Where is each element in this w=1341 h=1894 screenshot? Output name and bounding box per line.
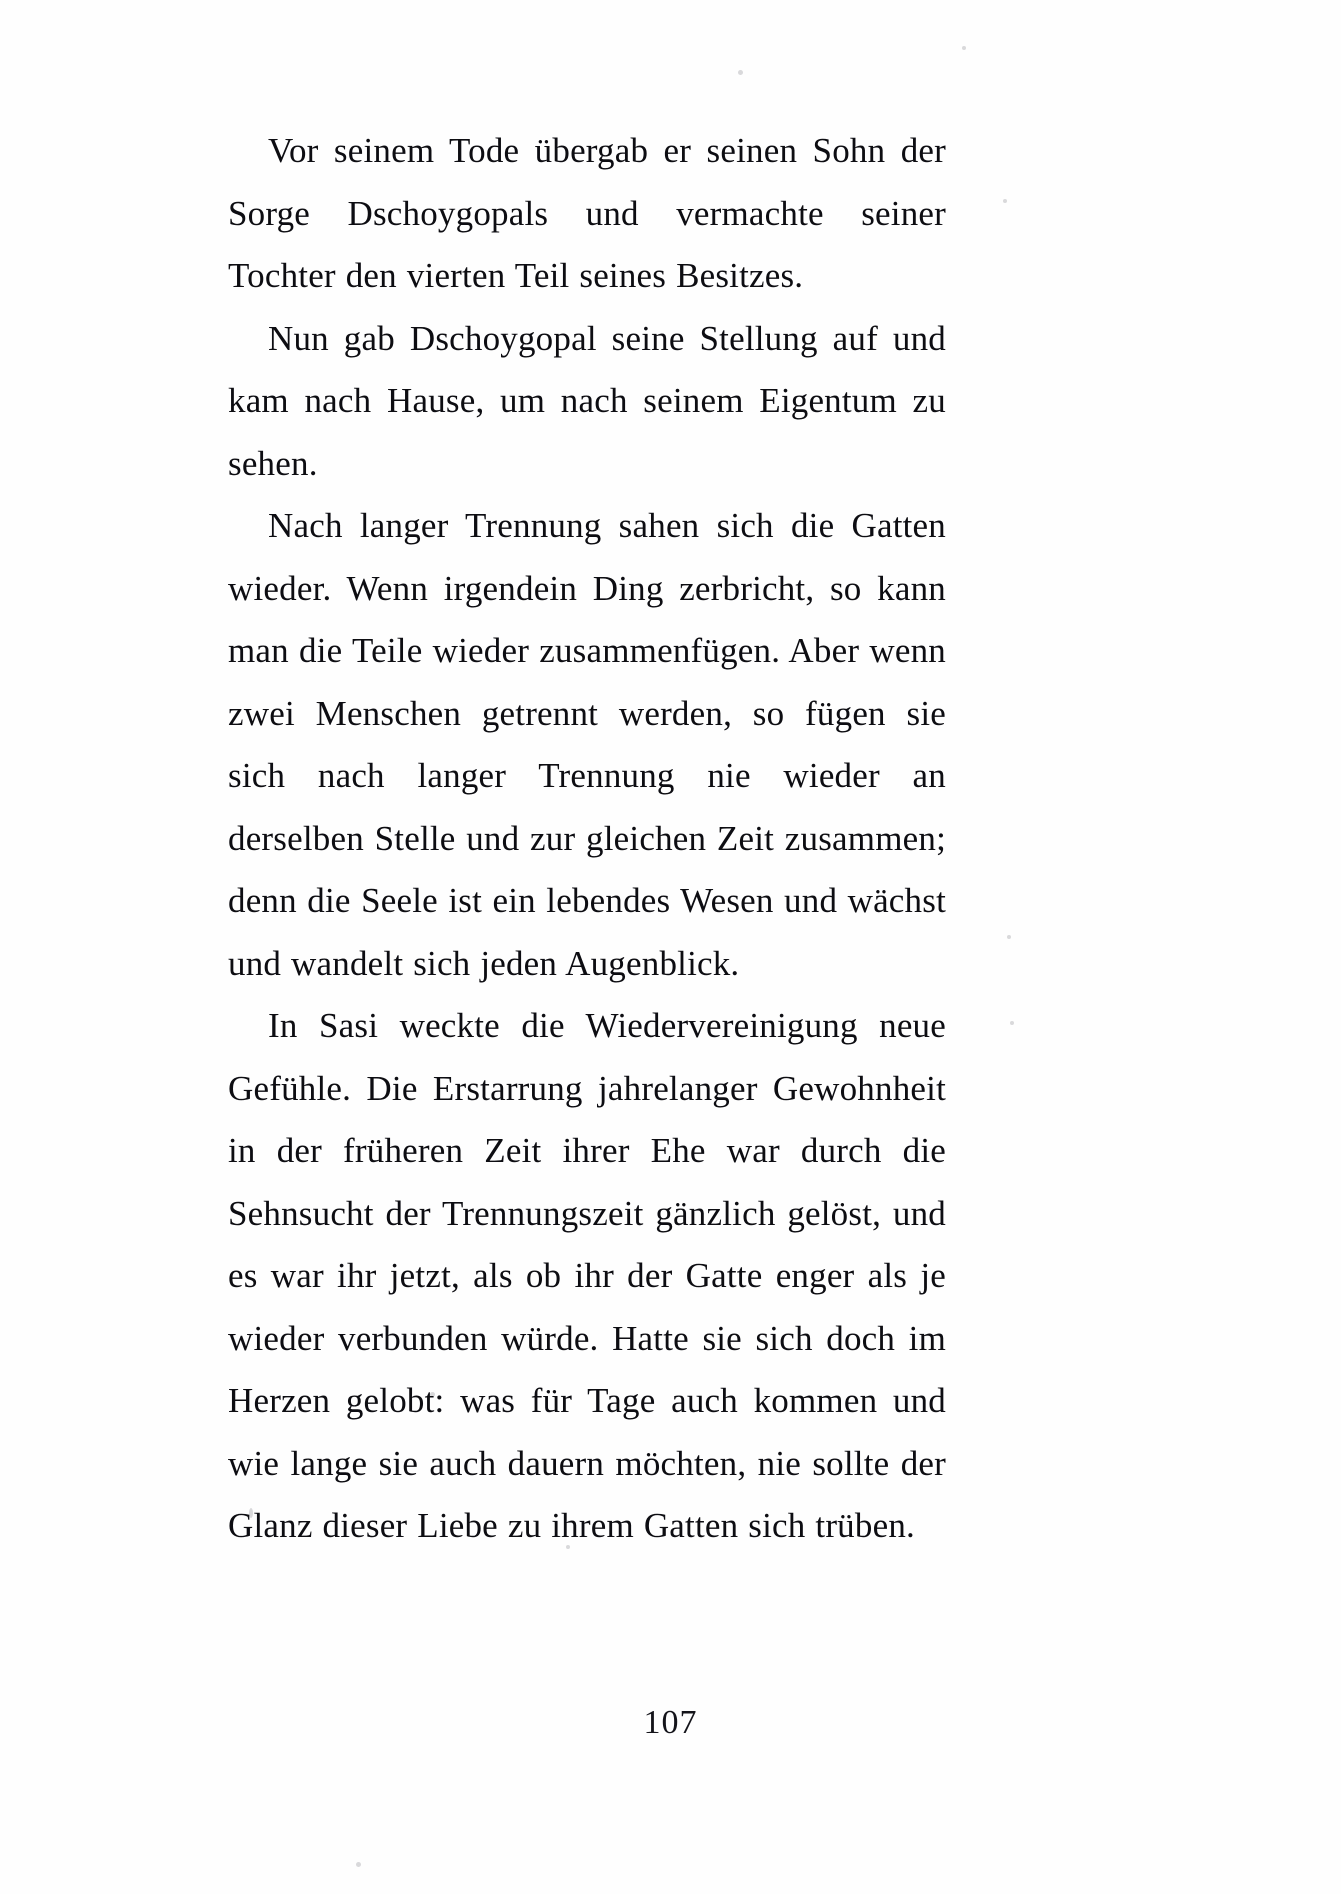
paper-speck — [738, 70, 743, 75]
paper-speck — [1007, 935, 1011, 939]
paragraph: Vor seinem Tode übergab er seinen Sohn der Sorge Dschoygopals und vermachte seiner Tochter den vierten Teil seines Besitzes. — [228, 131, 946, 295]
paper-speck — [1010, 1021, 1014, 1025]
page-number: 107 — [643, 1704, 698, 1741]
paragraph: Nun gab Dschoygopal seine Stellung auf und kam nach Hause, um nach seinem Eigentum zu sehen. — [228, 318, 946, 483]
paragraph: In Sasi weckte die Wiedervereinigung neue Gefühle. Die Erstarrung jahrelanger Gewohnheit in der früheren Zeit ihrer Ehe war durch die Sehnsucht der Trennungszeit gänzlich gelöst, und es war ihr jetzt, als ob ihr der Gatte enger als je wieder verbunden würde. Hatte sie sich doch im Herzen gelobt: was für Tage auch kommen und wie lange sie auch dauern möchten, nie sollte der Glanz dieser Liebe zu ihrem Gatten sich trüben. — [228, 1006, 946, 1545]
paper-speck — [356, 1862, 361, 1867]
page-body-text — [228, 120, 946, 1558]
paper-speck — [1003, 199, 1007, 203]
paper-speck — [962, 46, 966, 50]
paragraph: Nach langer Trennung sahen sich die Gatten wieder. Wenn irgendein Ding zerbricht, so kann man die Teile wieder zusammenfügen. Aber wenn zwei Menschen getrennt werden, so fügen sie sich nach langer Trennung nie wieder an derselben Stelle und zur gleichen Zeit zusammen; denn die Seele ist ein lebendes Wesen und wächst und wandelt sich jeden Augenblick. — [228, 506, 946, 983]
